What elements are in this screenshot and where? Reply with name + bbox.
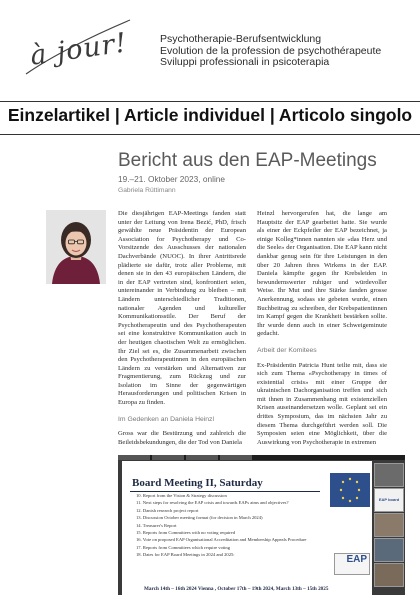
participant-tile — [374, 463, 404, 487]
slide-heading: Board Meeting II, Saturday — [132, 477, 263, 489]
journal-title-it: Sviluppi professionali in psicoterapia — [160, 56, 330, 68]
participant-tile — [152, 455, 184, 460]
participant-tile — [374, 513, 404, 537]
participant-tile — [118, 455, 150, 460]
participant-tile — [186, 455, 218, 460]
participant-tile — [220, 455, 252, 460]
banner-rule-bottom — [0, 134, 420, 135]
article-author: Gabriela Rüttimann — [118, 187, 176, 194]
agenda-item: 17. Reports from Committees which require voting — [136, 544, 231, 550]
agenda-item: 18. Dates for EAP Board Meetings in 2024 and 2025: — [136, 552, 235, 558]
agenda-item: 13. Discussion October meeting format (for decision in March 2024) — [136, 515, 263, 521]
slide-dates: March 14th – 16th 2024 Vienna , October 17th – 19th 2024, March 13th – 15th 2025 — [144, 586, 329, 592]
author-portrait — [46, 210, 106, 284]
agenda-item: 12. Danish research project report — [136, 507, 199, 513]
participant-tile — [374, 538, 404, 562]
journal-title-fr: Evolution de la profession de psychothérapeute — [160, 44, 382, 57]
slide-agenda-list — [136, 492, 306, 559]
article-paragraph: Heinzl hervorgerufen hat, die lange am Hauptsitz der EAP gearbeitet hatte. Sie wurde als einer der Eckpfeiler der EAP bezeichnet, ja einige Kolleg*innen nannten sie «das Herz und die Seele» der Organisation. Die EAP kann nicht dankbar genug sein für ihre Leistungen in den über 20 Jahren ihres Wirkens in der EAP. Daniela kämpfte gegen ihr Krebsleiden in bewundernswerter ruhiger und würdevoller Weise. Ihr Mut und ihre Stärke fanden grosse Anerkennung, sodass sie gebeten wurde, einen Buchbeitrag zu schreiben, der Krebspatientinnen im Kampf gegen die Krankheit bestärken sollte. Ihr wurde denn auch in einer Schweigeminute gedacht. — [257, 210, 387, 338]
participant-tile — [374, 563, 404, 587]
article-paragraph: Die diesjährigen EAP-Meetings fanden statt unter der Leitung von Irena Bezić, PhD, frisch gewählte neue Präsidentin der European Association for Psychotherapy und Co-Vorsitzende des Ausschusses der nationalen Dachverbände (NUOC). In ihrer Antrittsrede plädierte sie dafür, trotz aller Probleme, mit denen sie in den 43 europäischen Ländern, die in der EAP vertreten sind, konfrontiert seien, untereinander in Verbindung zu bleiben – mit Ländern unterschiedlicher Traditionen, nationaler Agenden und kultureller Kommunikationsstile. Der Beruf der Psychotherapeutin und des Psychotherapeuten sei eine konstruktive Kommunikation auch in der heutigen chaotischen Welt zu ermöglichen. Ihr Ziel sei es, die Zusammenarbeit zwischen den Psychotherapeutinnen in den europäischen Ländern zu verstärken und Alternativen zur Fragmentierung, zum Rückzug und zur Isolation im Sinne der gegenwärtigen Herausforderungen und politischen Krisen in Europa zu finden. — [118, 210, 246, 407]
meeting-screenshot — [118, 455, 405, 595]
article-paragraph: Ex-Präsidentin Patricia Hunt teilte mit, dass sie sich zum Thema «Psychotherapy in times of existential crisis» mit einer Gruppe der ukrainischen Dachorganisation treffen und sich mit ihnen in Zusammenhang mit existenziellen Krisen auseinandersetzen wolle. Geplant sei ein drittes Symposium, das im nächsten Jahr zu diesem Thema durchgeführt werden soll. Die Symposien seien eine Möglichkeit, über die Auswirkung von Psychotherapie in extremen — [257, 361, 387, 446]
article-column-left — [118, 210, 246, 447]
agenda-item: 14. Treasurer's Report — [136, 522, 177, 528]
article-paragraph: Gross war die Bestürzung und zahlreich die Beileidsbekundungen, die der Tod von Daniela — [118, 430, 246, 446]
article-subtitle: 19.–21. Oktober 2023, online — [118, 174, 226, 184]
article-column-right — [257, 210, 387, 447]
article-title: Bericht aus den EAP-Meetings — [118, 150, 377, 171]
banner-rule-top — [0, 101, 420, 102]
shared-slide — [122, 461, 372, 595]
journal-logo — [22, 16, 134, 80]
agenda-item: 10. Report from the Vision & Strategy discussion — [136, 493, 227, 498]
participant-tile-label: EAP board — [374, 488, 404, 512]
journal-title — [160, 34, 410, 69]
logo-text: à jour! — [28, 27, 130, 72]
agenda-item: 11. Next steps for resolving the EAP crisis and towards EAPs aims and objectives? — [136, 500, 289, 506]
agenda-item: 16. Vote on proposed EAP Organisational Accreditation and Membership Appeals Procedure — [136, 537, 307, 543]
eap-badge: EAP — [334, 553, 370, 575]
eap-flag-logo — [330, 473, 370, 507]
section-heading: Im Gedenken an Daniela Heinzl — [118, 415, 214, 423]
journal-title-de: Psychotherapie-Berufsentwicklung — [160, 33, 322, 45]
article-type-banner: Einzelartikel | Article individuel | Articolo singolo — [7, 105, 413, 125]
agenda-item: 15. Reports from Committees with no voting required — [136, 530, 236, 536]
section-heading: Arbeit der Komitees — [257, 346, 317, 354]
